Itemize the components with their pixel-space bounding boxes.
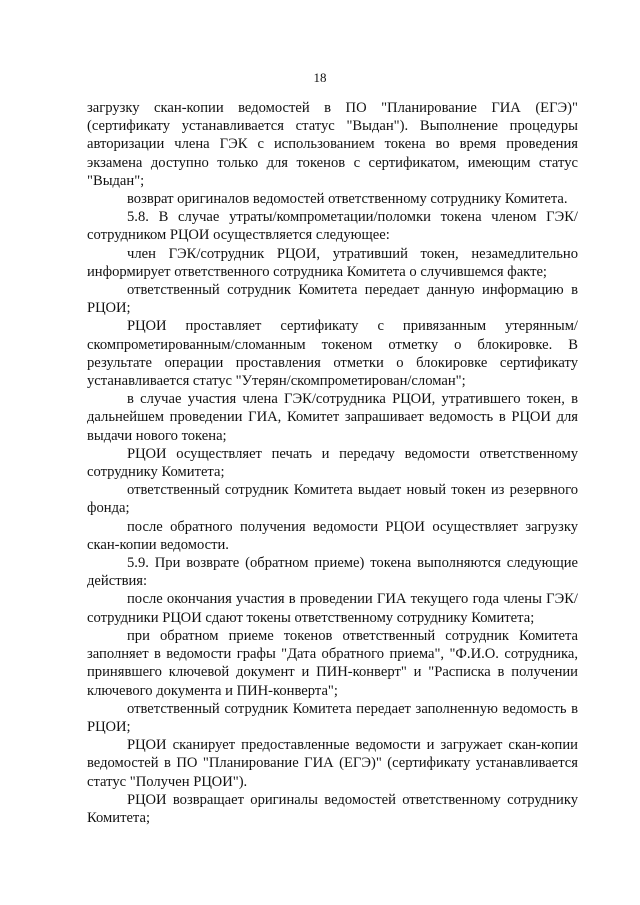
paragraph: РЦОИ возвращает оригиналы ведомостей ответственному сотруднику Комитета; (87, 791, 578, 826)
paragraph: РЦОИ осуществляет печать и передачу ведомости ответственному сотруднику Комитета; (87, 445, 578, 481)
paragraph: при обратном приеме токенов ответственный сотрудник Комитета заполняет в ведомости графы "Дата обратного приема", "Ф.И.О. сотрудника, принявшего ключевой документ и ПИН-конверт" и "Расписка в получении ключевого документа и ПИН-конверта"; (87, 627, 578, 699)
paragraph: после обратного получения ведомости РЦОИ осуществляет загрузку скан-копии ведомости. (87, 518, 578, 553)
paragraph: после окончания участия в проведении ГИА текущего года члены ГЭК/сотрудники РЦОИ сдают токены ответственному сотруднику Комитета; (87, 591, 578, 626)
paragraph: 5.8. В случае утраты/компрометации/поломки токена членом ГЭК/сотрудником РЦОИ осуществляется следующее: (87, 209, 578, 244)
paragraph: 5.9. При возврате (обратном приеме) токена выполняются следующие действия: (87, 555, 578, 590)
paragraph: в случае участия члена ГЭК/сотрудника РЦОИ, утратившего токен, в дальнейшем проведении ГИА, Комитет запрашивает ведомость в РЦОИ для выдачи нового токена; (87, 391, 578, 444)
paragraph: ответственный сотрудник Комитета передает данную информацию в РЦОИ; (87, 282, 578, 317)
document-body (87, 99, 578, 827)
page-number: 18 (313, 70, 327, 85)
paragraph: РЦОИ проставляет сертификату с привязанным утерянным/ скомпрометированным/сломанным токеном отметку о блокировке. В результате операции проставления отметки о блокировке сертификату устанавливается статус "Утерян/скомпрометирован/сломан"; (87, 318, 578, 390)
paragraph: РЦОИ сканирует предоставленные ведомости и загружает скан-копии ведомостей в ПО "Планирование ГИА (ЕГЭ)" (сертификату устанавливается статус "Получен РЦОИ"). (87, 737, 578, 790)
paragraph: загрузку скан-копии ведомостей в ПО "Планирование ГИА (ЕГЭ)" (сертификату устанавливается статус "Выдан"). Выполнение процедуры авторизации члена ГЭК с использованием токена во время проведения экзамена доступно только для токенов с сертификатом, имеющим статус "Выдан"; (87, 100, 578, 189)
paragraph: ответственный сотрудник Комитета выдает новый токен из резервного фонда; (87, 482, 578, 517)
paragraph: ответственный сотрудник Комитета передает заполненную ведомость в РЦОИ; (87, 700, 578, 735)
paragraph: возврат оригиналов ведомостей ответственному сотруднику Комитета. (127, 191, 568, 208)
paragraph: член ГЭК/сотрудник РЦОИ, утративший токен, незамедлительно информирует ответственного сотрудника Комитета о случившемся факте; (87, 245, 578, 280)
